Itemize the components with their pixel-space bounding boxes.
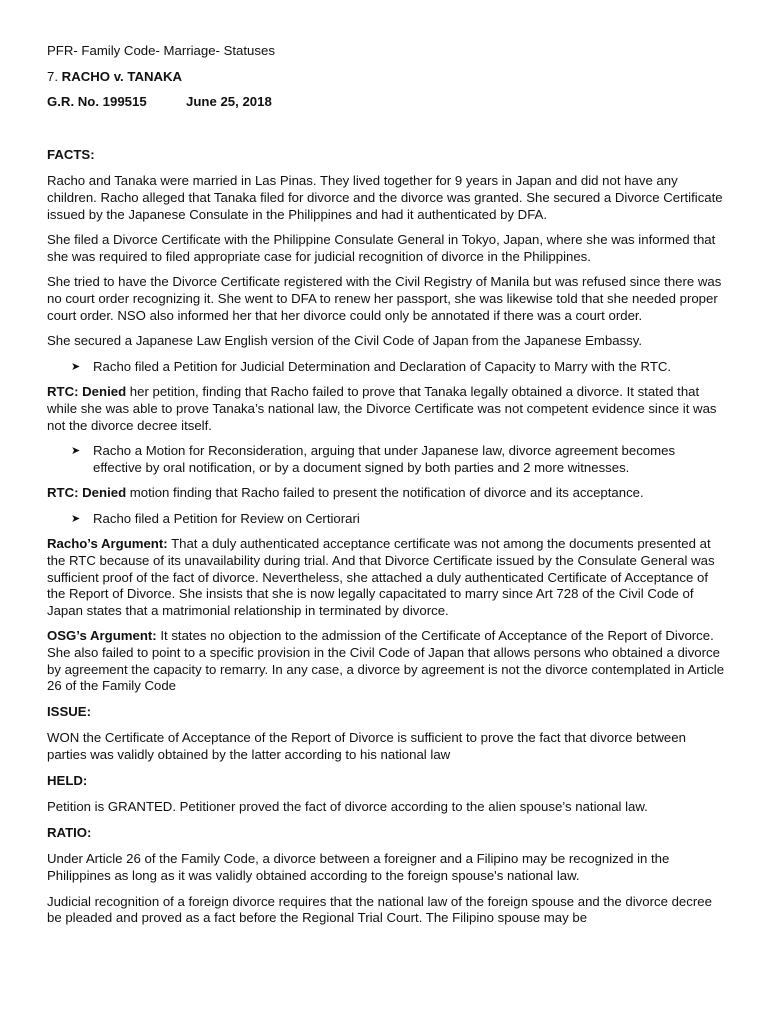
arrowhead-bullet-icon: ➤ bbox=[71, 512, 81, 525]
held-heading: HELD: bbox=[47, 772, 88, 788]
held-text: Petition is GRANTED. Petitioner proved the fact of divorce according to the alien spouse’s national law. bbox=[47, 799, 648, 815]
ratio-heading: RATIO: bbox=[47, 824, 92, 840]
osg-argument-label: OSG’s Argument: bbox=[47, 628, 157, 644]
facts-paragraph-4: She secured a Japanese Law English version of the Civil Code of Japan from the Japanese Embassy. bbox=[47, 333, 642, 349]
rtc-denied-petition bbox=[47, 384, 727, 434]
rtc-label: RTC: Denied bbox=[47, 384, 127, 400]
facts-paragraph-3: She tried to have the Divorce Certificate registered with the Civil Registry of Manila but was refused since there was no court order recognizing it. She went to DFA to renew her passport, she was likewise told that she needed proper court order. NSO also informed her that her divorce could only be annotated if there was a court order. bbox=[47, 274, 722, 323]
bullet-item-review bbox=[47, 511, 727, 528]
case-name: RACHO v. TANAKA bbox=[61, 68, 183, 84]
osg-argument bbox=[47, 628, 727, 694]
arrowhead-bullet-icon: ➤ bbox=[71, 360, 81, 373]
issue-heading: ISSUE: bbox=[47, 703, 91, 719]
racho-argument-label: Racho’s Argument: bbox=[47, 536, 168, 552]
rtc-text: her petition, finding that Racho failed to prove that Tanaka legally obtained a divorce. It stated that while she was able to prove Tanaka’s national law, the Divorce Certificate was not competent evidence since it was not the divorce decree itself. bbox=[47, 384, 717, 433]
rtc-text: motion finding that Racho failed to present the notification of divorce and its acceptance. bbox=[126, 485, 644, 501]
document-body bbox=[47, 43, 727, 936]
subject-heading: PFR- Family Code- Marriage- Statuses bbox=[47, 43, 275, 58]
bullet-text: Racho filed a Petition for Judicial Determination and Declaration of Capacity to Marry with the RTC. bbox=[93, 358, 672, 374]
gr-number: G.R. No. 199515 bbox=[47, 94, 147, 110]
case-citation bbox=[47, 94, 727, 111]
arrowhead-bullet-icon: ➤ bbox=[71, 445, 81, 458]
racho-argument bbox=[47, 536, 727, 619]
facts-paragraph-2: She filed a Divorce Certificate with the Philippine Consulate General in Tokyo, Japan, where she was informed that she was required to filed appropriate case for judicial recognition of divorce in the Philippines. bbox=[47, 232, 716, 264]
ratio-paragraph-1: Under Article 26 of the Family Code, a divorce between a foreigner and a Filipino may be recognized in the Philippines as long as it was validly obtained according to the foreign spouse's national law. bbox=[47, 851, 670, 883]
case-title bbox=[47, 69, 727, 86]
bullet-item-petition bbox=[47, 359, 727, 376]
ratio-paragraph-2: Judicial recognition of a foreign divorce requires that the national law of the foreign spouse and the divorce decree be pleaded and proved as a fact before the Regional Trial Court. The Filipino spouse may be bbox=[47, 893, 712, 926]
bullet-item-motion bbox=[47, 443, 727, 476]
bullet-text: Racho a Motion for Reconsideration, arguing that under Japanese law, divorce agreement becomes effective by oral notification, or by a document signed by both parties and 2 more witnesses. bbox=[93, 443, 676, 475]
case-number: 7. bbox=[47, 68, 62, 84]
decision-date: June 25, 2018 bbox=[186, 94, 272, 110]
bullet-text: Racho filed a Petition for Review on Certiorari bbox=[93, 510, 360, 526]
issue-text: WON the Certificate of Acceptance of the Report of Divorce is sufficient to prove the fact that divorce between parties was validly obtained by the latter according to his national law bbox=[47, 730, 686, 762]
facts-paragraph-1: Racho and Tanaka were married in Las Pinas. They lived together for 9 years in Japan and did not have any children. Racho alleged that Tanaka filed for divorce and the divorce was granted. She secured a Divorce Certificate issued by the Japanese Consulate in the Philippines and had it authenticated by DFA. bbox=[47, 173, 723, 222]
osg-argument-text: It states no objection to the admission of the Certificate of Acceptance of the Report of Divorce. She also failed to point to a specific provision in the Civil Code of Japan that allows persons who obtained a divorce by agreement the capacity to remarry. In any case, a divorce by agreement is not the divorce contemplated in Article 26 of the Family Code bbox=[47, 628, 725, 694]
rtc-label: RTC: Denied bbox=[47, 485, 127, 501]
rtc-denied-motion bbox=[47, 485, 727, 502]
facts-heading: FACTS: bbox=[47, 146, 95, 162]
racho-argument-text: That a duly authenticated acceptance certificate was not among the documents presented at the RTC because of its unavailability during trial. And that Divorce Certificate issued by the Consulate General was sufficient proof of the fact of divorce. Nevertheless, she attached a duly authenticated Certificate of Acceptance of the Report of Divorce. She insists that she is now legally capacitated to marry since Art 728 of the Civil Code of Japan states that a matrimonial relationship in terminated by divorce. bbox=[47, 536, 715, 618]
